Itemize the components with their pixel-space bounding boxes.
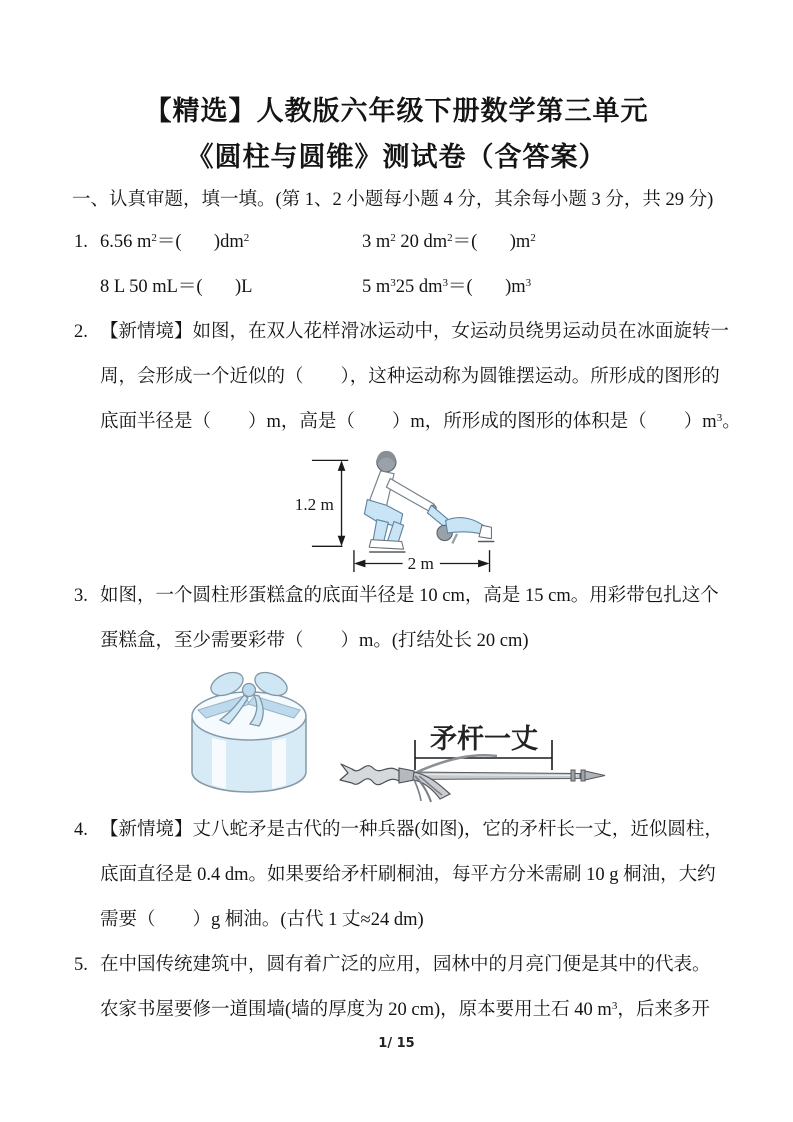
q1-eq3-text: 8 L 50 mL＝( )L (100, 277, 253, 297)
q1-eq4-result-exponent: 3 (525, 277, 532, 289)
paper-title-line1: 【精选】人教版六年级下册数学第三单元 (144, 96, 649, 126)
question-1-row-2 (100, 265, 721, 310)
q1-eq2-blank: ＝( )m (452, 232, 531, 252)
question-4-line-3: 需要（ ）g 桐油。(古代 1 丈≈24 dm) (100, 910, 424, 930)
question-2 (72, 310, 741, 445)
female-skater-drawing (427, 505, 494, 543)
q1-conversion-2 (362, 220, 536, 265)
skating-figure-drawing (290, 447, 500, 574)
cake-box-drawing (184, 668, 309, 803)
width-dimension-label: 2 m (407, 554, 434, 574)
q1-eq1-value: 6.56 m (100, 232, 152, 252)
question-5 (72, 943, 721, 1033)
q1-eq2-result-exponent: 2 (530, 232, 536, 244)
q1-eq4-exponent: 3 (390, 277, 396, 289)
q1-eq1-result-exponent: 2 (243, 232, 250, 244)
q1-eq4-value: 5 m (362, 277, 391, 297)
question-2-line-3 (100, 400, 741, 445)
q5-line2-tail: ，后来多开 (617, 1000, 710, 1020)
spear-figure (337, 702, 607, 807)
question-5-line-1: 在中国传统建筑中，圆有着广泛的应用，园林中的月亮门便是其中的代表。 (100, 955, 711, 975)
spear-blade (340, 764, 414, 785)
question-3-line-2: 蛋糕盒，至少需要彩带（ ）m。(打结处长 20 cm) (100, 631, 529, 651)
cake-box-lid (192, 692, 306, 740)
q5-line2-exponent: 3 (611, 1000, 618, 1012)
question-3-number: 3. (74, 586, 88, 606)
cake-box-figure (184, 668, 309, 803)
q2-line3-period: 。 (722, 412, 741, 432)
q1-eq4-value-2: 25 dm (395, 277, 443, 297)
question-3-4-figures (184, 668, 721, 808)
question-2-line-2: 周，会形成一个近似的（ ），这种运动称为圆锥摆运动。所形成的图形的 (100, 367, 720, 387)
q5-line2-text: 农家书屋要修一道围墙(墙的厚度为 20 cm)，原本要用土石 40 m (100, 1000, 612, 1020)
q1-eq2-exponent: 2 (390, 232, 396, 244)
male-skater-drawing (364, 451, 436, 552)
spear-shaft (407, 770, 605, 781)
q1-conversion-3 (100, 265, 362, 310)
question-5-line-2 (100, 988, 721, 1033)
q2-line3-exponent: 3 (716, 412, 723, 424)
q1-eq2-exponent-2: 2 (447, 232, 453, 244)
question-1 (72, 220, 721, 310)
question-2-number: 2. (74, 322, 88, 342)
q2-line3-text: 底面半径是（ ）m，高是（ ）m，所形成的图形的体积是（ ）m (100, 412, 717, 432)
question-1-number: 1. (74, 232, 88, 252)
q1-eq4-exponent-2: 3 (442, 277, 449, 289)
q1-eq1-blank: ＝( )dm (156, 232, 244, 252)
question-5-number: 5. (74, 955, 88, 975)
q1-eq1-exponent: 2 (151, 232, 157, 244)
question-4-number: 4. (74, 820, 88, 840)
spear-shaft-label: 矛杆一丈 (430, 724, 538, 754)
question-3-line-1: 如图，一个圆柱形蛋糕盒的底面半径是 10 cm，高是 15 cm。用彩带包扎这个 (100, 586, 719, 606)
q1-conversion-4 (362, 265, 531, 310)
q1-eq2-value-2: 20 dm (395, 232, 448, 252)
paper-title-line2: 《圆柱与圆锥》测试卷（含答案） (186, 142, 607, 172)
spear-drawing (337, 702, 607, 807)
section-1-heading: 一、认真审题，填一填。(第 1、2 小题每小题 4 分，其余每小题 3 分，共 29 分) (72, 190, 714, 210)
q1-eq4-blank: ＝( )m (448, 277, 526, 297)
q1-conversion-1 (100, 220, 362, 265)
question-3 (72, 574, 721, 664)
question-2-line-1: 【新情境】如图，在双人花样滑冰运动中，女运动员绕男运动员在冰面旋转一 (100, 322, 730, 342)
height-dimension-label: 1.2 m (294, 495, 334, 515)
q1-eq2-value: 3 m (362, 232, 391, 252)
question-4-line-2: 底面直径是 0.4 dm。如果要给矛杆刷桐油，每平方分米需刷 10 g 桐油，大约 (100, 865, 716, 885)
page-number: 1/ 15 (378, 1036, 415, 1051)
question-4-line-1: 【新情境】丈八蛇矛是古代的一种兵器(如图)，它的矛杆长一丈，近似圆柱， (100, 820, 723, 840)
question-1-row-1 (100, 220, 721, 265)
skating-figure (290, 447, 721, 574)
question-4 (72, 808, 721, 943)
